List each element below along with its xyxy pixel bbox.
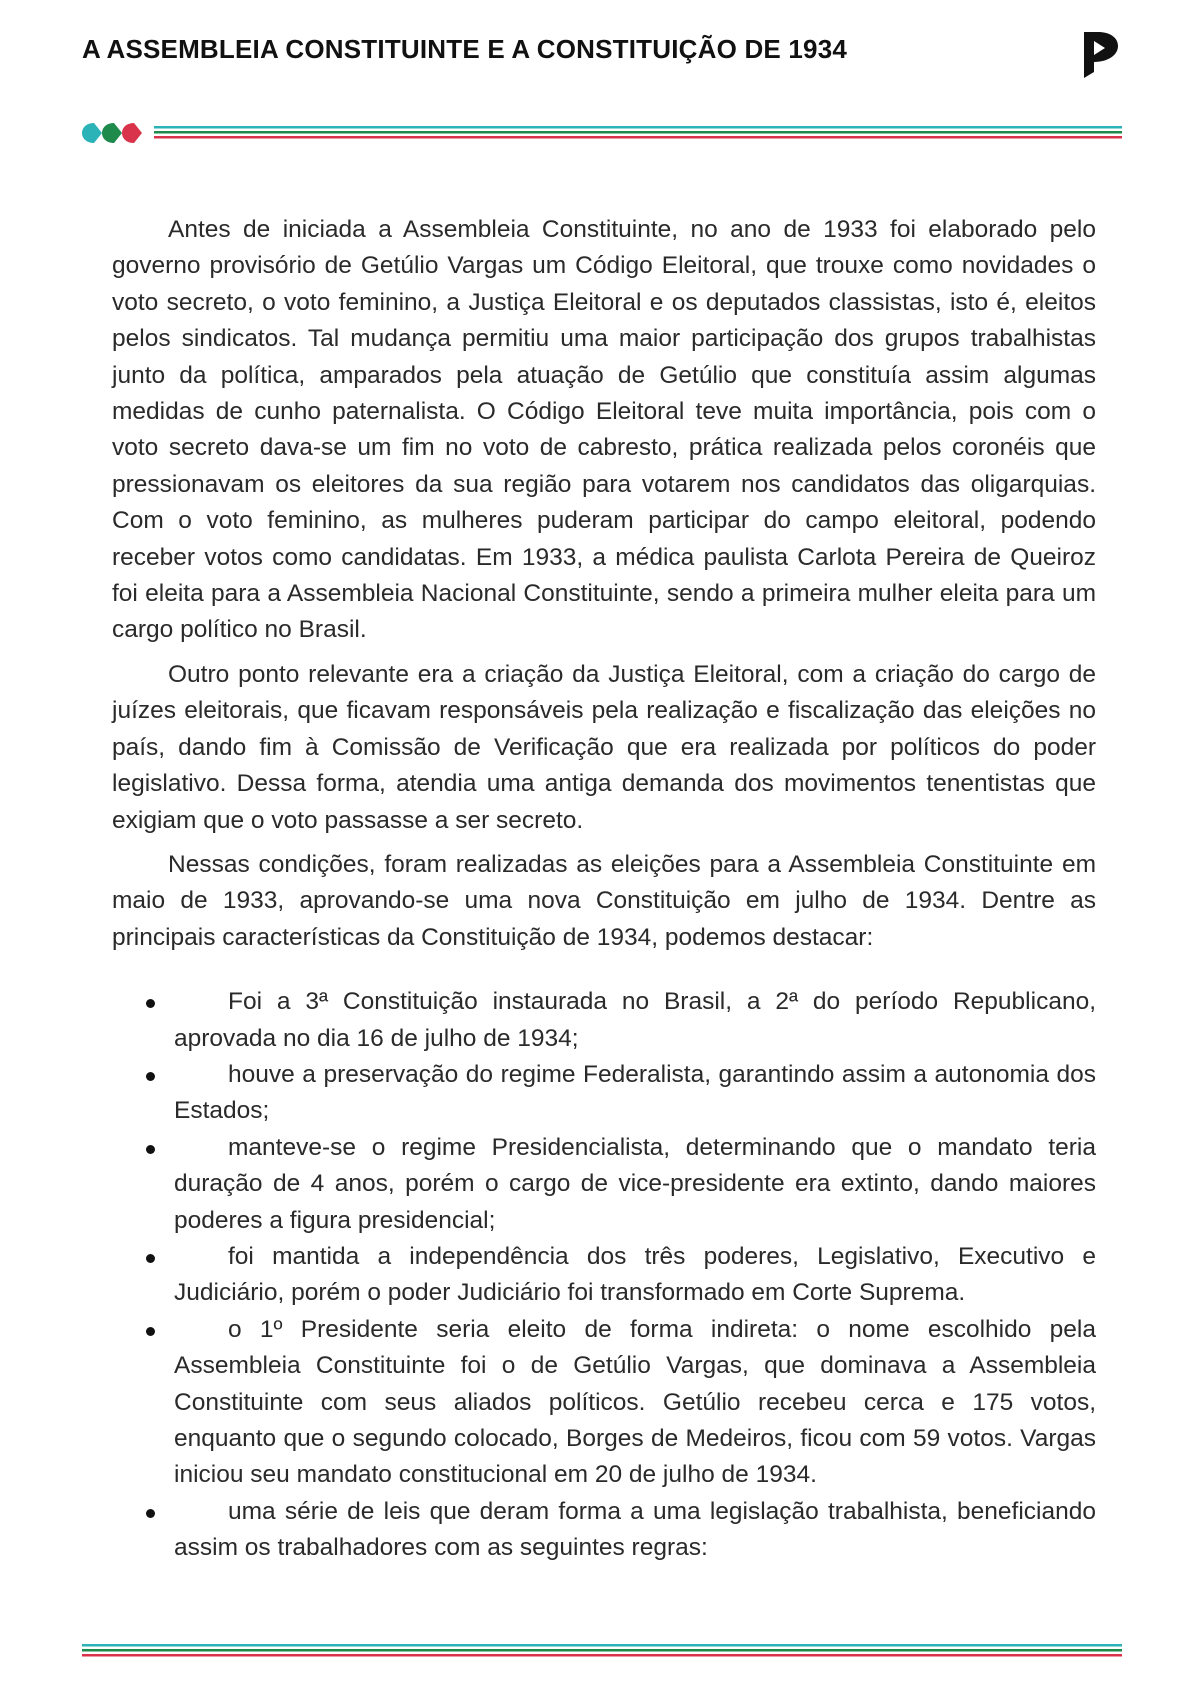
list-item bbox=[112, 1312, 1096, 1494]
bullet-icon bbox=[146, 1072, 155, 1081]
list-item bbox=[112, 984, 1096, 1057]
bullet-icon bbox=[146, 1327, 155, 1336]
list-item-text: manteve-se o regime Presidencialista, determinando que o mandato teria duração de 4 anos, porém o cargo de vice-presidente era extinto, dando maiores poderes a figura presidencial; bbox=[174, 1133, 1096, 1234]
red-heart-icon bbox=[122, 123, 142, 143]
paragraph: Antes de iniciada a Assembleia Constituinte, no ano de 1933 foi elaborado pelo governo provisório de Getúlio Vargas um Código Eleitoral, que trouxe como novidades o voto secreto, o voto feminino, a Justiça Eleitoral e os deputados classistas, isto é, eleitos pelos sindicatos. Tal mudança permitiu uma maior participação dos grupos trabalhistas junto da política, amparados pela atuação de Getúlio que constituía assim algumas medidas de cunho paternalista. O Código Eleitoral teve muita importância, pois com o voto secreto dava-se um fim no voto de cabresto, prática realizada pelos coronéis que pressionavam os eleitores da sua região para votarem nos candidatos das oligarquias. Com o voto feminino, as mulheres puderam participar do campo eleitoral, podendo receber votos como candidatas. Em 1933, a médica paulista Carlota Pereira de Queiroz foi eleita para a Assembleia Nacional Constituinte, sendo a primeira mulher eleita para um cargo político no Brasil. bbox=[112, 216, 1096, 644]
brand-logo-icon bbox=[1078, 28, 1122, 80]
footer-divider bbox=[82, 1642, 1122, 1658]
page-title: A ASSEMBLEIA CONSTITUINTE E A CONSTITUIÇÃO DE 1934 bbox=[82, 34, 848, 64]
list-item bbox=[112, 1494, 1096, 1567]
list-item-text: o 1º Presidente seria eleito de forma indireta: o nome escolhido pela Assembleia Constituinte foi o de Getúlio Vargas, que dominava a Assembleia Constituinte com seus aliados políticos. Getúlio recebeu cerca e 175 votos, enquanto que o segundo colocado, Borges de Medeiros, ficou com 59 votos. Vargas iniciou seu mandato constitucional em 20 de julho de 1934. bbox=[174, 1315, 1096, 1489]
list-item-text: foi mantida a independência dos três poderes, Legislativo, Executivo e Judiciário, porém o poder Judiciário foi transformado em Corte Suprema. bbox=[174, 1242, 1096, 1307]
document-body bbox=[112, 212, 1096, 1567]
characteristics-list bbox=[112, 984, 1096, 1567]
list-item bbox=[112, 1057, 1096, 1130]
paragraph: Outro ponto relevante era a criação da Justiça Eleitoral, com a criação do cargo de juízes eleitorais, que ficavam responsáveis pela realização e fiscalização das eleições no país, dando fim à Comissão de Verificação que era realizada por políticos do poder legislativo. Dessa forma, atendia uma antiga demanda dos movimentos tenentistas que exigiam que o voto passasse a ser secreto. bbox=[112, 660, 1096, 834]
bullet-icon bbox=[146, 1145, 155, 1154]
list-item-text: Foi a 3ª Constituição instaurada no Brasil, a 2ª do período Republicano, aprovada no dia 16 de julho de 1934; bbox=[174, 988, 1096, 1052]
bullet-icon bbox=[146, 1509, 155, 1518]
green-heart-icon bbox=[102, 123, 122, 143]
paragraph: Nessas condições, foram realizadas as eleições para a Assembleia Constituinte em maio de 1933, aprovando-se uma nova Constituição em julho de 1934. Dentre as principais características da Constituição de 1934, podemos destacar: bbox=[112, 850, 1096, 951]
page-header bbox=[82, 28, 1122, 88]
header-divider bbox=[82, 118, 1122, 148]
list-item-text: uma série de leis que deram forma a uma legislação trabalhista, beneficiando assim os trabalhadores com as seguintes regras: bbox=[174, 1497, 1096, 1562]
list-item-text: houve a preservação do regime Federalista, garantindo assim a autonomia dos Estados; bbox=[174, 1060, 1096, 1125]
bullet-icon bbox=[146, 1254, 155, 1263]
list-item bbox=[112, 1130, 1096, 1239]
bullet-icon bbox=[146, 999, 155, 1008]
list-item bbox=[112, 1239, 1096, 1312]
teal-heart-icon bbox=[82, 123, 102, 143]
